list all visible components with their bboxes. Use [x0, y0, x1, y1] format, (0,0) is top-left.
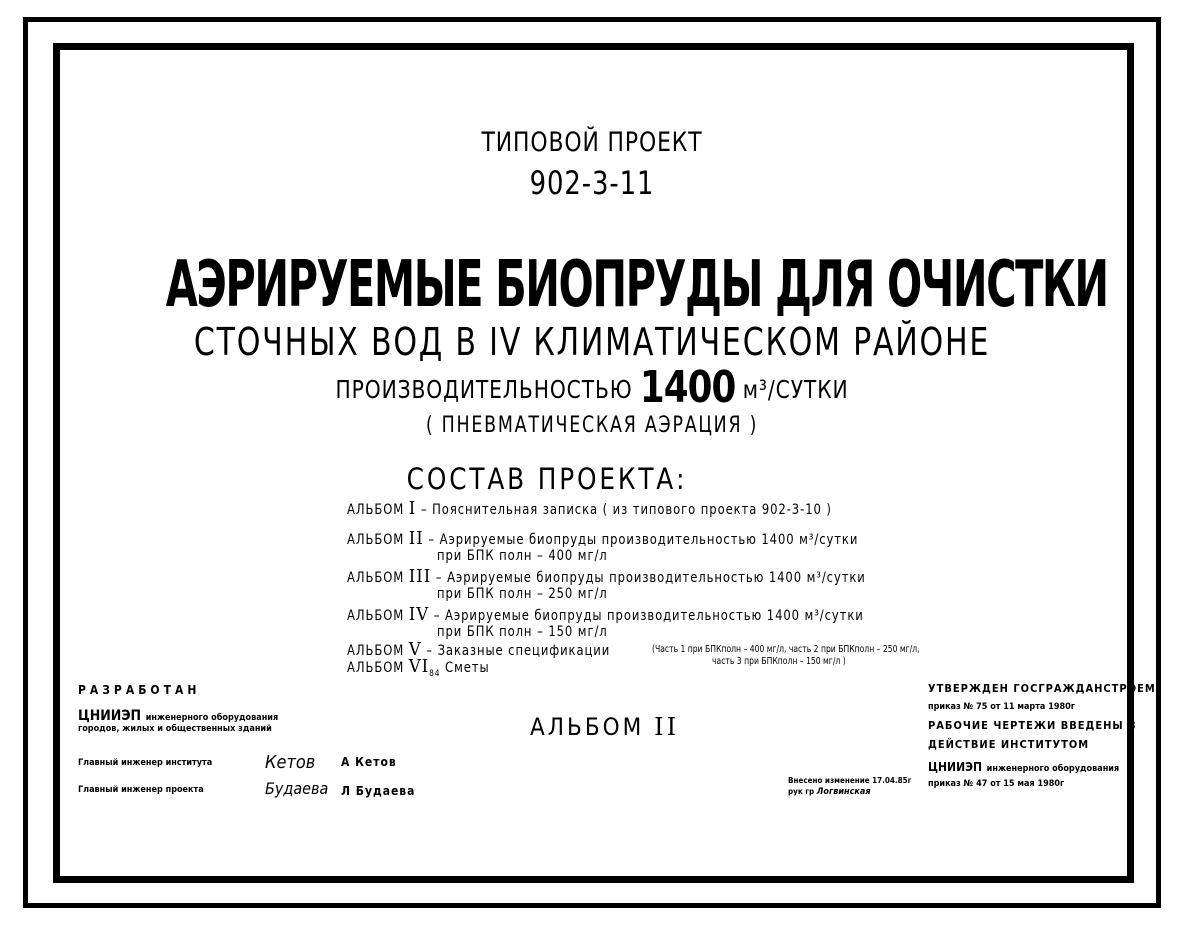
list-item: АЛЬБОМ IV – Аэрируемые биопруды производительностью 1400 м³/сутки [347, 604, 864, 625]
main-title: АЭРИРУЕМЫЕ БИОПРУДЫ ДЛЯ ОЧИСТКИ [165, 248, 1108, 322]
org-abbr: ЦНИИЭП [78, 708, 142, 724]
signature-budaeva: Будаева [265, 779, 329, 798]
role-chief-institute: Главный инженер института [78, 758, 213, 768]
aeration-note: ( ПНЕВМАТИЧЕСКАЯ АЭРАЦИЯ ) [425, 413, 759, 438]
approval-line2: приказ № 75 от 11 марта 1980г [928, 702, 1075, 712]
contents-heading: СОСТАВ ПРОЕКТА: [406, 462, 688, 496]
org-line2: городов, жилых и общественных зданий [78, 724, 272, 734]
capacity-prefix: ПРОИЗВОДИТЕЛЬНОСТЬЮ [335, 375, 633, 404]
list-item: АЛЬБОМ III – Аэрируемые биопруды производительностью 1400 м³/сутки [347, 566, 866, 587]
approval-line1: УТВЕРЖДЕН ГОСГРАЖДАНСТРОЕМ [928, 682, 1156, 695]
approval-line4: ДЕЙСТВИЕ ИНСТИТУТОМ [928, 738, 1090, 751]
amendment-line2: рук гр Логвинская [788, 787, 871, 797]
developer-label: РАЗРАБОТАН [78, 683, 201, 697]
list-item-sub: при БПК полн – 150 мг/л [437, 624, 608, 640]
signature-ketov: Кетов [265, 752, 316, 773]
approval-line6: приказ № 47 от 15 мая 1980г [928, 779, 1065, 789]
role-chief-project: Главный инженер проекта [78, 785, 204, 795]
spec-note-2: часть 3 при БПКполн – 150 мг/л ) [712, 656, 846, 667]
doc-number: 902-3-11 [529, 164, 655, 202]
list-item-sub: при БПК полн – 250 мг/л [437, 586, 608, 602]
amendment-line1: Внесено изменение 17.04.85г [788, 776, 912, 785]
capacity-unit: м³/СУТКИ [742, 375, 849, 404]
name-ketov: А Кетов [341, 755, 397, 769]
subtitle: СТОЧНЫХ ВОД В IV КЛИМАТИЧЕСКОМ РАЙОНЕ [193, 320, 991, 364]
spec-note-1: (Часть 1 при БПКполн – 400 мг/л, часть 2 при БПКполн – 250 мг/л, [652, 644, 920, 655]
list-item-sub: при БПК полн – 400 мг/л [437, 548, 608, 564]
capacity-line [0, 362, 1184, 413]
name-budaeva: Л Будаева [341, 784, 416, 798]
approval-line5: ЦНИИЭП инженерного оборудования [928, 760, 1120, 774]
album-label: АЛЬБОМ II [530, 713, 680, 741]
doc-type: ТИПОВОЙ ПРОЕКТ [481, 127, 703, 158]
list-item: АЛЬБОМ $VI_{84}$ Сметы [347, 656, 490, 679]
org-line1: инженерного оборудования [145, 713, 279, 723]
approval-line3: РАБОЧИЕ ЧЕРТЕЖИ ВВЕДЕНЫ В [928, 719, 1137, 732]
list-item: АЛЬБОМ II – Аэрируемые биопруды производительностью 1400 м³/сутки [347, 528, 859, 549]
developer-org [78, 705, 278, 724]
list-item: АЛЬБОМ V – Заказные спецификации [347, 639, 611, 660]
capacity-value: 1400 [639, 362, 736, 413]
list-item: АЛЬБОМ I – Пояснительная записка ( из типового проекта 902-3-10 ) [347, 498, 832, 519]
